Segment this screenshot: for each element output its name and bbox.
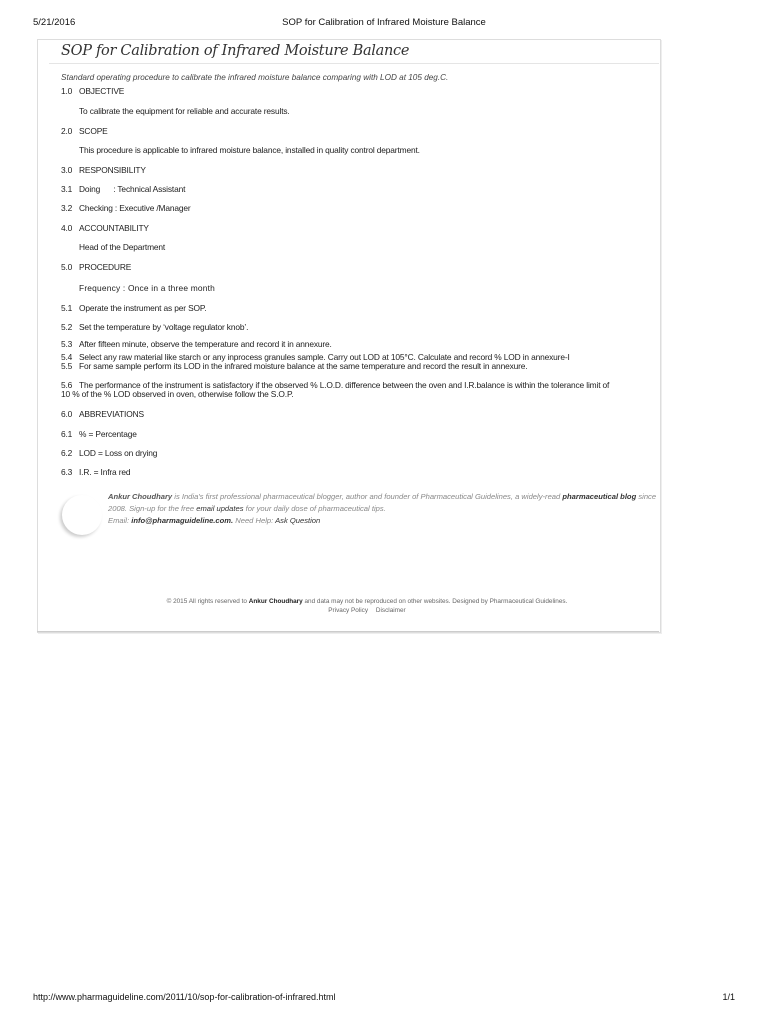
item-text: For same sample perform its LOD in the infrared moisture balance at the same temperature and record the result in annexure. — [79, 361, 528, 371]
item-text: Operate the instrument as per SOP. — [79, 303, 207, 313]
bio-text: is India's first professional pharmaceutical blogger, author and founder of Pharmaceutical Guidelines, a widely-read — [172, 492, 563, 501]
email-link[interactable]: info@pharmaguideline.com. — [131, 516, 234, 525]
paragraph: This procedure is applicable to infrared moisture balance, installed in quality control department. — [79, 145, 420, 155]
item-number: 5.2 — [61, 322, 73, 332]
item-number: 5.3 — [61, 339, 73, 349]
item-text: Checking : Executive /Manager — [79, 203, 191, 213]
section-number: 6.0 — [61, 409, 73, 419]
section-number: 5.0 — [61, 262, 73, 272]
section-number: 4.0 — [61, 223, 73, 233]
item-number: 6.2 — [61, 448, 73, 458]
print-header — [0, 17, 768, 31]
document-title: SOP for Calibration of Infrared Moisture Balance — [61, 43, 410, 59]
bio-text: for your daily dose of pharmaceutical tips. — [243, 504, 386, 513]
avatar — [62, 495, 102, 535]
item-text: The performance of the instrument is satisfactory if the observed % L.O.D. difference between the oven and I.R.balance is within the tolerance limit of — [79, 380, 610, 390]
frequency-text: Frequency : Once in a three month — [79, 283, 216, 293]
section-heading: RESPONSIBILITY — [79, 165, 146, 175]
copyright-notice — [37, 598, 697, 605]
email-updates-link[interactable]: email updates — [196, 504, 244, 513]
title-divider — [49, 63, 659, 64]
item-text: I.R. = Infra red — [79, 467, 131, 477]
disclaimer-link[interactable]: Disclaimer — [375, 607, 406, 614]
pharma-blog-link[interactable]: pharmaceutical blog — [562, 492, 637, 501]
frame-rule — [37, 631, 659, 632]
item-text: Set the temperature by ‘voltage regulator knob’. — [79, 322, 249, 332]
item-number: 6.3 — [61, 467, 73, 477]
copyright-text: and data may not be reproduced on other websites. Designed by Pharmaceutical Guidelines. — [302, 598, 568, 605]
author-box — [61, 491, 671, 541]
item-number: 5.1 — [61, 303, 73, 313]
copyright-text: © 2015 All rights reserved to — [166, 598, 249, 605]
bio-text: since 2008. Sign-up for the free — [108, 492, 657, 513]
item-number: 6.1 — [61, 429, 73, 439]
item-text: LOD = Loss on drying — [79, 448, 158, 458]
copyright-name: Ankur Choudhary — [248, 598, 303, 605]
section-heading: SCOPE — [79, 126, 108, 136]
section-number: 3.0 — [61, 165, 73, 175]
help-label: Need Help: — [233, 516, 276, 525]
item-number: 5.4 — [61, 352, 73, 362]
print-title: SOP for Calibration of Infrared Moisture Balance — [282, 17, 486, 28]
item-number: 3.2 — [61, 203, 73, 213]
paragraph: To calibrate the equipment for reliable and accurate results. — [79, 106, 290, 116]
author-name[interactable]: Ankur Choudhary — [108, 492, 173, 501]
ask-question-link[interactable]: Ask Question — [275, 516, 321, 525]
section-heading: OBJECTIVE — [79, 86, 125, 96]
section-number: 2.0 — [61, 126, 73, 136]
item-number: 5.6 — [61, 380, 73, 390]
section-heading: ACCOUNTABILITY — [79, 223, 149, 233]
item-number: 5.5 — [61, 361, 73, 371]
paragraph: Head of the Department — [79, 242, 166, 252]
section-heading: PROCEDURE — [79, 262, 132, 272]
page-number: 1/1 — [722, 992, 735, 1002]
page-url: http://www.pharmaguideline.com/2011/10/sop-for-calibration-of-infrared.html — [33, 992, 336, 1002]
item-text: After fifteen minute, observe the temperature and record it in annexure. — [79, 339, 332, 349]
privacy-policy-link[interactable]: Privacy Policy — [328, 607, 369, 614]
page-frame — [37, 39, 661, 633]
section-number: 1.0 — [61, 86, 73, 96]
print-date: 5/21/2016 — [33, 17, 76, 28]
item-text-cont: 10 % of the % LOD observed in oven, otherwise follow the S.O.P. — [61, 389, 294, 399]
item-number: 3.1 — [61, 184, 73, 194]
email-label: Email: — [108, 516, 132, 525]
document-intro: Standard operating procedure to calibrate the infrared moisture balance comparing with LOD at 105 deg.C. — [61, 73, 449, 82]
footer-links — [37, 607, 697, 614]
item-text: Select any raw material like starch or any inprocess granules sample. Carry out LOD at 105°C. Calculate and record % LOD in annexure-I — [79, 352, 570, 362]
author-bio — [108, 491, 673, 527]
section-heading: ABBREVIATIONS — [79, 409, 144, 419]
item-text: % = Percentage — [79, 429, 137, 439]
item-text: Doing : Technical Assistant — [79, 184, 186, 194]
